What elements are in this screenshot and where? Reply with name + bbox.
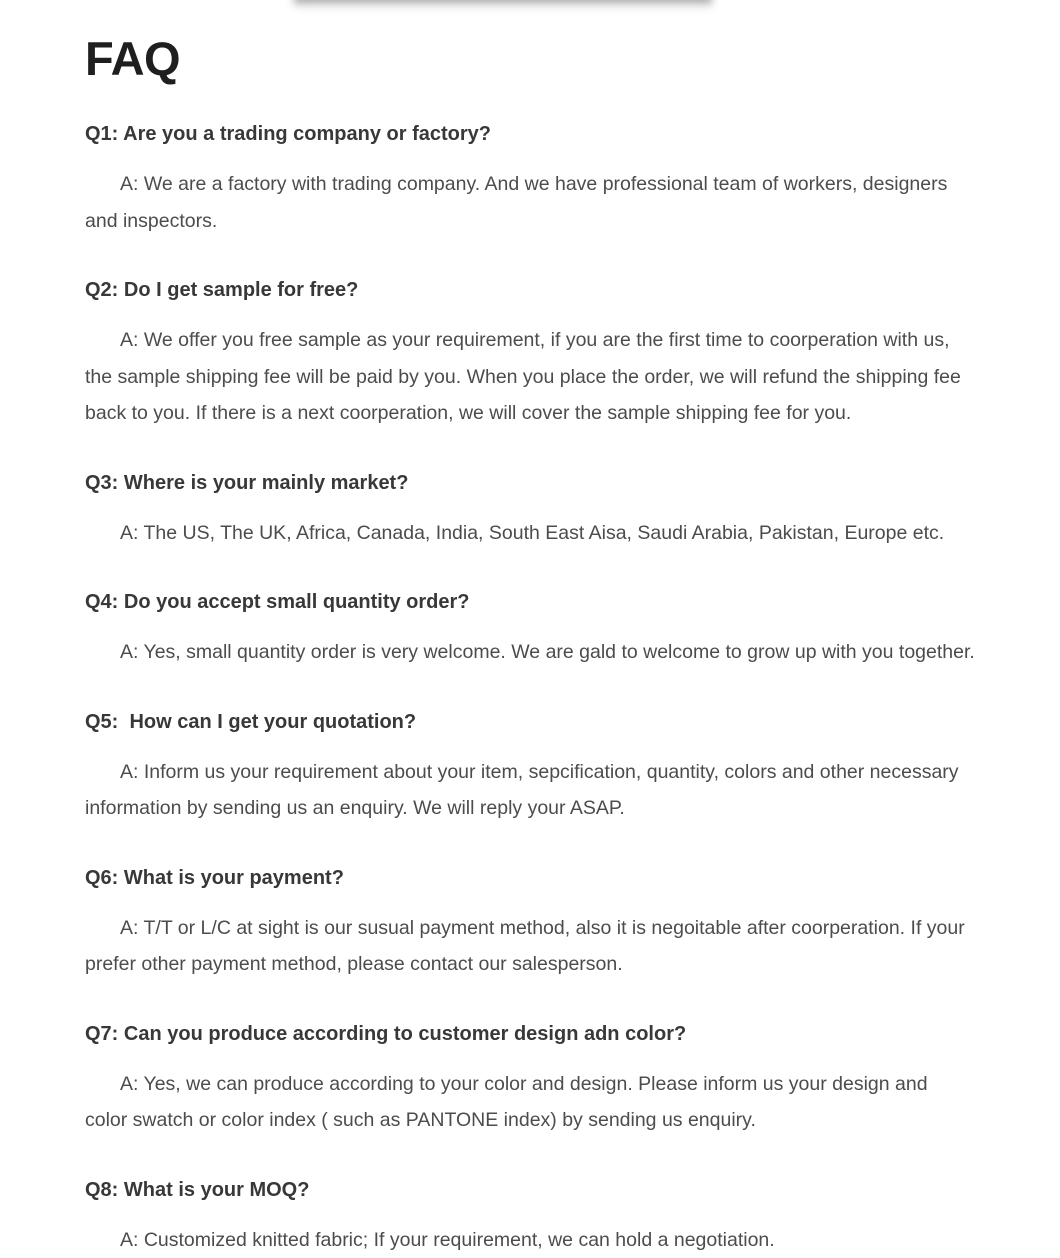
faq-answer: A: The US, The UK, Africa, Canada, India, South East Aisa, Saudi Arabia, Pakistan, Europe etc. (120, 521, 945, 544)
page-title: FAQ (85, 32, 181, 85)
faq-answer: A: Yes, we can produce according to your color and design. Please inform us your design and color swatch or color index ( such as PANTONE index) by sending us enquiry. (85, 1072, 928, 1132)
faq-item (85, 1177, 975, 1258)
faq-question: Q1: Are you a trading company or factory? (85, 123, 492, 146)
faq-answer: A: T/T or L/C at sight is our susual payment method, also it is negoitable after coorperation. If your prefer other payment method, please contact our salesperson. (85, 916, 965, 976)
faq-question: Q7: Can you produce according to customer design adn color? (85, 1022, 687, 1045)
faq-question: Q3: Where is your mainly market? (85, 471, 409, 494)
faq-list (85, 121, 975, 1258)
faq-question: Q6: What is your payment? (85, 866, 344, 889)
faq-answer: A: Inform us your requirement about your item, sepcification, quantity, colors and other necessary information by sending us an enquiry. We will reply your ASAP. (85, 760, 959, 820)
faq-question: Q4: Do you accept small quantity order? (85, 591, 470, 614)
faq-question: Q8: What is your MOQ? (85, 1178, 310, 1201)
faq-item (85, 1021, 975, 1139)
faq-answer: A: Customized knitted fabric; If your requirement, we can hold a negotiation. (120, 1228, 775, 1251)
faq-item (85, 470, 975, 552)
faq-item (85, 709, 975, 827)
faq-question: Q2: Do I get sample for free? (85, 279, 359, 302)
faq-item (85, 121, 975, 239)
faq-item (85, 589, 975, 671)
faq-item (85, 865, 975, 983)
faq-answer: A: We are a factory with trading company. And we have professional team of workers, designers and inspectors. (85, 173, 948, 232)
faq-question: Q5: How can I get your quotation? (85, 710, 417, 733)
faq-item (85, 277, 975, 432)
faq-answer: A: We offer you free sample as your requirement, if you are the first time to coorperation with us, the sample shipping fee will be paid by you. When you place the order, we will refund the shipping fee back to you. If there is a next coorperation, we will cover the sample shipping fee for you. (85, 329, 961, 425)
faq-answer: A: Yes, small quantity order is very welcome. We are gald to welcome to grow up with you together. (120, 641, 975, 664)
